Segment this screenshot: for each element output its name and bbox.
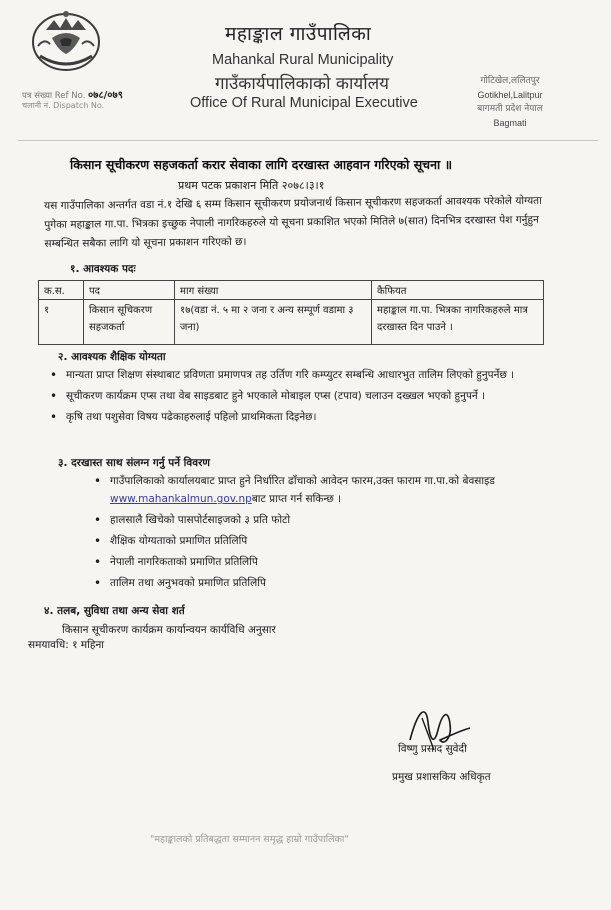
address-line-2: Gotikhel,Lalitpur bbox=[477, 90, 543, 100]
list-item bbox=[92, 574, 532, 592]
required-posts-table bbox=[38, 280, 544, 345]
address-line-4: Bagmati bbox=[493, 118, 527, 128]
list-item-text: सूचीकरण कार्यक्रम एप्स तथा वेब साइडबाट हुने भएकाले मोबाइल एप्स (टपाव) चलाउन दख्खल भएको हुनुपर्ने । bbox=[66, 390, 486, 402]
qualification-list bbox=[48, 366, 548, 429]
section-3-heading: ३. दरखास्त साथ संलग्न गर्नु पर्ने विवरण bbox=[58, 457, 210, 469]
dispatch-number-label: चलानी नं. Dispatch No. bbox=[22, 101, 105, 110]
list-item-text: गाउँपालिकाको कार्यालयबाट प्राप्त हुने निर्धारित ढाँचाको आवेदन फारम,उक्त फाराम गा.पा.को बेवसाइड bbox=[110, 475, 495, 487]
footer-motto: "महाङ्कालको प्रतिबद्धता सम्मानन समृद्ध हाम्रो गाउँपालिका" bbox=[150, 834, 349, 845]
list-item-text: तालिम तथा अनुभवको प्रमाणित प्रतिलिपि bbox=[110, 577, 266, 589]
bullet-icon: • bbox=[94, 576, 102, 590]
section-1-heading: १. आवश्यक पदः bbox=[70, 263, 136, 275]
list-item-text: नेपाली नागरिकताको प्रमाणित प्रतिलिपि bbox=[110, 556, 258, 568]
municipality-name-nepali: महाङ्काल गाउँपालिका bbox=[225, 23, 372, 45]
cell-post: किसान सूचिकरण सहजकर्ता bbox=[84, 300, 175, 345]
table-header-row bbox=[39, 281, 544, 300]
list-item-text: शैक्षिक योग्यताको प्रमाणित प्रतिलिपि bbox=[110, 535, 248, 547]
municipality-website-link[interactable]: www.mahankalmun.gov.np bbox=[110, 493, 252, 505]
reference-label: पत्र संख्या Ref No. bbox=[22, 91, 86, 101]
bullet-icon: • bbox=[50, 389, 58, 403]
list-item-text: मान्यता प्राप्त शिक्षण संस्थाबाट प्रविणता प्रमाणपत्र तह उर्तिण गरि कम्प्युटर सम्बन्धि आधारभुत तालिम लिएको हुनुपर्नेछ । bbox=[66, 369, 515, 381]
nepal-emblem-icon bbox=[30, 10, 102, 76]
office-name-english: Office Of Rural Municipal Executive bbox=[190, 95, 418, 111]
list-item-text: कृषि तथा पशुसेवा विषय पढेकाहरुलाई पहिलो प्राथमिकता दिइनेछ। bbox=[66, 411, 317, 423]
office-address bbox=[460, 74, 560, 130]
column-header-demand: माग संख्या bbox=[175, 281, 372, 300]
bullet-icon: • bbox=[94, 534, 102, 548]
column-header-serial: क.स. bbox=[39, 281, 84, 300]
cell-remarks: महाङ्काल गा.पा. भित्रका नागरिकहरुले मात्र दरखास्त दिन पाउने । bbox=[372, 300, 544, 345]
list-item bbox=[48, 408, 548, 426]
cell-serial: १ bbox=[39, 300, 84, 345]
header-divider bbox=[18, 140, 598, 141]
bullet-icon: • bbox=[50, 410, 58, 424]
signatory-title: प्रमुख प्रशासकिय अधिकृत bbox=[392, 771, 491, 783]
list-item-text: हालसालै खिचेको पासपोर्टसाइजको ३ प्रति फोटो bbox=[110, 514, 291, 526]
attachments-list bbox=[92, 472, 532, 595]
duration-text: समयावधि: १ महिना bbox=[28, 639, 104, 651]
reference-value: ०७८/०७९ bbox=[88, 90, 123, 101]
list-item bbox=[92, 472, 532, 508]
notice-paragraph: यस गाउँपालिका अन्तर्गत वडा नं.१ देखि ६ सम्म किसान सूचीकरण प्रयोजनार्थ किसान सूचीकरण सहजकर्ता आवश्यक परेकोले योग्यता पुगेका महाङ्काल गा.पा. भित्रका इच्छुक नेपाली नागरिकहरुले यो सूचना प्रकाशित भएको मितिले ७(सात) दिनभित्र दरखास्त पेश गर्नुहुन सम्बन्धित सबैका लागि यो सूचना प्रकाशन गरिएको छ। bbox=[44, 194, 542, 250]
bullet-icon: • bbox=[50, 368, 58, 382]
bullet-icon: • bbox=[94, 555, 102, 569]
section-4-heading: ४. तलब, सुविधा तथा अन्य सेवा शर्त bbox=[44, 605, 185, 617]
municipality-name-english: Mahankal Rural Municipality bbox=[212, 52, 394, 68]
signatory-name: विष्णु प्रसाद सुवेदी bbox=[398, 743, 467, 755]
notice-title: किसान सूचीकरण सहजकर्ता करार सेवाका लागि दरखास्त आहवान गरिएको सूचना ॥ bbox=[70, 157, 453, 172]
bullet-icon: • bbox=[94, 474, 102, 488]
reference-number bbox=[22, 87, 123, 101]
service-terms-text: किसान सूचीकरण कार्यक्रम कार्यान्वयन कार्यविधि अनुसार bbox=[62, 624, 276, 636]
section-2-heading: २. आवश्यक शैक्षिक योग्यता bbox=[58, 351, 166, 363]
bullet-icon: • bbox=[94, 513, 102, 527]
cell-demand: १७(वडा नं. ५ मा २ जना र अन्य सम्पूर्ण वडामा ३ जना) bbox=[175, 300, 372, 345]
column-header-remarks: कैफियत bbox=[372, 281, 544, 300]
list-item bbox=[92, 553, 532, 571]
list-item bbox=[48, 387, 548, 405]
list-item bbox=[92, 511, 532, 529]
publication-date: प्रथम पटक प्रकाशन मिति २०७८।३।१ bbox=[178, 179, 325, 192]
address-line-3: बागमती प्रदेश नेपाल bbox=[477, 104, 543, 114]
table-row bbox=[39, 300, 544, 345]
column-header-post: पद bbox=[84, 281, 175, 300]
list-item-suffix: बाट प्राप्त गर्न सकिन्छ । bbox=[251, 493, 342, 505]
address-line-1: गोटिखेल,ललितपुर bbox=[480, 76, 540, 86]
list-item bbox=[48, 366, 548, 384]
list-item bbox=[92, 532, 532, 550]
office-name-nepali: गाउँकार्यपालिकाको कार्यालय bbox=[215, 74, 390, 94]
